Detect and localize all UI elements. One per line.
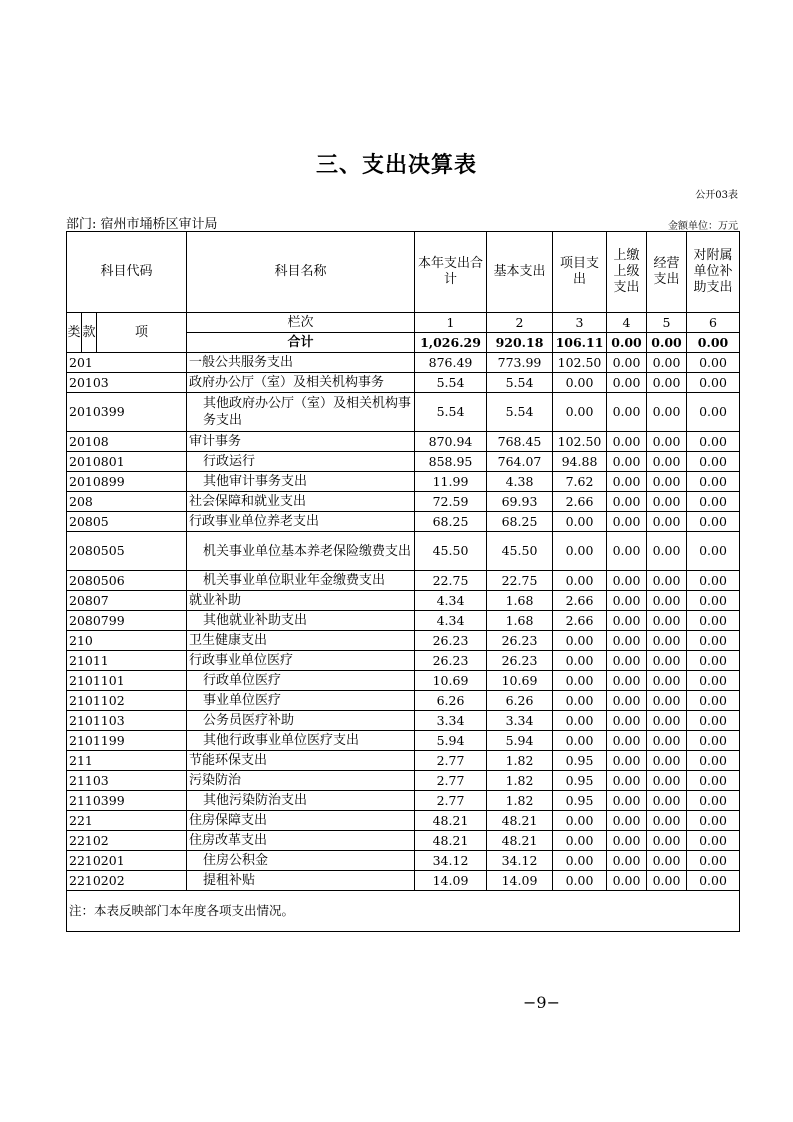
row-code: 2080506 (67, 571, 187, 591)
row-value: 3.34 (415, 711, 487, 731)
row-value: 1.82 (487, 751, 553, 771)
header-row (67, 232, 740, 313)
row-value: 0.00 (687, 751, 740, 771)
row-value: 0.95 (553, 771, 607, 791)
row-code: 211 (67, 751, 187, 771)
row-value: 0.00 (607, 651, 647, 671)
row-value: 0.00 (687, 492, 740, 512)
table-row (67, 532, 740, 571)
row-value: 0.00 (647, 671, 687, 691)
row-value: 26.23 (415, 651, 487, 671)
row-name: 机关事业单位职业年金缴费支出 (187, 571, 415, 591)
row-value: 72.59 (415, 492, 487, 512)
row-value: 5.94 (487, 731, 553, 751)
row-value: 4.34 (415, 611, 487, 631)
table-row (67, 432, 740, 452)
table-row (67, 452, 740, 472)
row-name: 行政事业单位养老支出 (187, 512, 415, 532)
row-value: 1.82 (487, 791, 553, 811)
row-value: 5.94 (415, 731, 487, 751)
row-value: 0.00 (647, 691, 687, 711)
col-index-6: 6 (687, 313, 740, 333)
table-row (67, 353, 740, 373)
row-code: 20103 (67, 373, 187, 393)
amount-unit: 金额单位：万元 (668, 221, 738, 232)
row-value: 5.54 (415, 393, 487, 432)
row-value: 0.00 (687, 671, 740, 691)
table-row (67, 871, 740, 891)
table-row (67, 671, 740, 691)
row-name: 节能环保支出 (187, 751, 415, 771)
table-note: 注：本表反映部门本年度各项支出情况。 (67, 891, 740, 932)
row-value: 0.00 (607, 811, 647, 831)
row-value: 0.00 (647, 393, 687, 432)
row-name: 审计事务 (187, 432, 415, 452)
row-name: 卫生健康支出 (187, 631, 415, 651)
row-code: 2210202 (67, 871, 187, 891)
row-value: 0.00 (687, 532, 740, 571)
row-value: 764.07 (487, 452, 553, 472)
row-value: 0.00 (687, 432, 740, 452)
row-value: 48.21 (487, 831, 553, 851)
row-value: 0.00 (553, 532, 607, 571)
table-body (67, 353, 740, 891)
row-value: 0.00 (607, 591, 647, 611)
row-value: 0.00 (553, 651, 607, 671)
row-name: 机关事业单位基本养老保险缴费支出 (187, 532, 415, 571)
row-value: 0.00 (647, 432, 687, 452)
row-value: 0.00 (607, 353, 647, 373)
row-value: 870.94 (415, 432, 487, 452)
header-lei: 类 (67, 313, 82, 353)
row-value: 0.00 (647, 492, 687, 512)
row-value: 0.00 (647, 472, 687, 492)
row-name: 住房公积金 (187, 851, 415, 871)
row-value: 768.45 (487, 432, 553, 452)
header-code: 科目代码 (67, 232, 187, 313)
table-row (67, 851, 740, 871)
row-value: 0.00 (687, 512, 740, 532)
row-code: 2010899 (67, 472, 187, 492)
column-index-row (67, 313, 740, 333)
row-name: 就业补助 (187, 591, 415, 611)
row-value: 0.00 (687, 711, 740, 731)
row-value: 0.00 (687, 591, 740, 611)
table-row (67, 791, 740, 811)
row-value: 5.54 (487, 393, 553, 432)
row-value: 0.00 (687, 771, 740, 791)
row-code: 2101103 (67, 711, 187, 731)
row-code: 2101101 (67, 671, 187, 691)
row-value: 6.26 (487, 691, 553, 711)
row-value: 0.00 (607, 373, 647, 393)
table-row (67, 811, 740, 831)
row-value: 10.69 (487, 671, 553, 691)
row-value: 0.00 (607, 711, 647, 731)
row-value: 0.00 (647, 512, 687, 532)
header-remit: 上缴上级支出 (607, 232, 647, 313)
row-name: 公务员医疗补助 (187, 711, 415, 731)
header-xiang: 项 (97, 313, 187, 353)
row-value: 0.00 (647, 871, 687, 891)
row-value: 0.00 (647, 631, 687, 651)
row-value: 26.23 (487, 651, 553, 671)
row-code: 2210201 (67, 851, 187, 871)
row-value: 22.75 (415, 571, 487, 591)
row-value: 0.00 (687, 691, 740, 711)
row-value: 0.00 (647, 591, 687, 611)
row-value: 0.00 (607, 671, 647, 691)
row-value: 0.00 (647, 532, 687, 571)
row-value: 0.00 (607, 492, 647, 512)
row-value: 0.00 (647, 452, 687, 472)
row-value: 773.99 (487, 353, 553, 373)
row-value: 0.00 (687, 851, 740, 871)
row-value: 0.00 (607, 831, 647, 851)
row-code: 201 (67, 353, 187, 373)
row-value: 0.00 (647, 771, 687, 791)
row-value: 34.12 (487, 851, 553, 871)
row-value: 1.68 (487, 611, 553, 631)
table-row (67, 751, 740, 771)
row-value: 2.77 (415, 771, 487, 791)
note-row (67, 891, 740, 932)
row-value: 0.95 (553, 791, 607, 811)
row-code: 2101102 (67, 691, 187, 711)
row-value: 11.99 (415, 472, 487, 492)
row-value: 2.66 (553, 591, 607, 611)
form-code: 公开03表 (695, 190, 738, 201)
col-index-4: 4 (607, 313, 647, 333)
col-index-2: 2 (487, 313, 553, 333)
table-row (67, 731, 740, 751)
row-name: 其他污染防治支出 (187, 791, 415, 811)
row-value: 0.00 (687, 811, 740, 831)
row-name: 其他政府办公厅（室）及相关机构事务支出 (187, 393, 415, 432)
total-value: 0.00 (607, 333, 647, 353)
expenditure-table (66, 231, 740, 932)
header-subsidy: 对附属单位补助支出 (687, 232, 740, 313)
row-value: 45.50 (415, 532, 487, 571)
row-value: 48.21 (415, 831, 487, 851)
row-value: 0.00 (647, 751, 687, 771)
row-code: 2110399 (67, 791, 187, 811)
row-code: 20807 (67, 591, 187, 611)
row-name: 社会保障和就业支出 (187, 492, 415, 512)
row-value: 0.00 (607, 452, 647, 472)
row-value: 102.50 (553, 432, 607, 452)
table-row (67, 611, 740, 631)
total-value: 0.00 (687, 333, 740, 353)
row-value: 0.00 (687, 571, 740, 591)
row-value: 0.00 (553, 831, 607, 851)
row-value: 5.54 (487, 373, 553, 393)
row-value: 0.00 (687, 871, 740, 891)
row-value: 0.00 (553, 571, 607, 591)
row-name: 一般公共服务支出 (187, 353, 415, 373)
row-value: 0.00 (687, 611, 740, 631)
table-row (67, 771, 740, 791)
row-name: 污染防治 (187, 771, 415, 791)
row-value: 68.25 (415, 512, 487, 532)
row-value: 14.09 (415, 871, 487, 891)
row-value: 0.00 (553, 393, 607, 432)
row-value: 0.00 (607, 851, 647, 871)
header-name: 科目名称 (187, 232, 415, 313)
row-value: 0.00 (607, 751, 647, 771)
row-code: 22102 (67, 831, 187, 851)
row-name: 住房改革支出 (187, 831, 415, 851)
row-value: 0.00 (607, 691, 647, 711)
row-name: 事业单位医疗 (187, 691, 415, 711)
table-row (67, 831, 740, 851)
row-value: 0.00 (607, 871, 647, 891)
row-value: 0.00 (607, 432, 647, 452)
row-value: 0.00 (647, 373, 687, 393)
row-name: 其他行政事业单位医疗支出 (187, 731, 415, 751)
header-project: 项目支出 (553, 232, 607, 313)
row-value: 22.75 (487, 571, 553, 591)
row-value: 0.00 (647, 571, 687, 591)
row-value: 0.00 (647, 791, 687, 811)
row-value: 34.12 (415, 851, 487, 871)
page-title: 三、支出决算表 (315, 153, 477, 178)
row-value: 48.21 (487, 811, 553, 831)
row-code: 2010801 (67, 452, 187, 472)
table-row (67, 571, 740, 591)
col-index-1: 1 (415, 313, 487, 333)
row-value: 0.00 (607, 731, 647, 751)
row-value: 3.34 (487, 711, 553, 731)
total-label: 合计 (187, 333, 415, 353)
row-value: 0.00 (647, 851, 687, 871)
row-value: 0.00 (607, 472, 647, 492)
row-value: 6.26 (415, 691, 487, 711)
row-value: 0.00 (607, 393, 647, 432)
row-value: 0.00 (607, 791, 647, 811)
row-value: 0.00 (687, 651, 740, 671)
table-row (67, 472, 740, 492)
row-value: 1.82 (487, 771, 553, 791)
row-value: 0.00 (553, 691, 607, 711)
table-row (67, 373, 740, 393)
row-code: 210 (67, 631, 187, 651)
row-value: 0.00 (647, 611, 687, 631)
row-value: 26.23 (487, 631, 553, 651)
table-row (67, 393, 740, 432)
row-name: 其他审计事务支出 (187, 472, 415, 492)
row-value: 26.23 (415, 631, 487, 651)
row-value: 0.00 (553, 811, 607, 831)
row-name: 其他就业补助支出 (187, 611, 415, 631)
row-code: 20108 (67, 432, 187, 452)
row-value: 0.00 (647, 811, 687, 831)
row-code: 2010399 (67, 393, 187, 432)
row-value: 68.25 (487, 512, 553, 532)
header-kuan: 款 (82, 313, 97, 353)
row-code: 2080505 (67, 532, 187, 571)
row-value: 14.09 (487, 871, 553, 891)
row-value: 0.00 (553, 851, 607, 871)
table-row (67, 711, 740, 731)
row-value: 0.00 (553, 671, 607, 691)
row-name: 行政单位医疗 (187, 671, 415, 691)
table-row (67, 492, 740, 512)
row-name: 行政运行 (187, 452, 415, 472)
table-row (67, 631, 740, 651)
col-index-5: 5 (647, 313, 687, 333)
table-row (67, 512, 740, 532)
row-code: 2101199 (67, 731, 187, 751)
row-value: 5.54 (415, 373, 487, 393)
total-value: 106.11 (553, 333, 607, 353)
row-value: 0.00 (647, 831, 687, 851)
table-row (67, 651, 740, 671)
header-operation: 经营支出 (647, 232, 687, 313)
row-code: 20805 (67, 512, 187, 532)
total-value: 0.00 (647, 333, 687, 353)
row-value: 0.00 (687, 452, 740, 472)
row-name: 提租补贴 (187, 871, 415, 891)
header-basic: 基本支出 (487, 232, 553, 313)
row-value: 0.00 (687, 631, 740, 651)
row-value: 0.00 (607, 512, 647, 532)
row-value: 0.00 (687, 353, 740, 373)
row-code: 21011 (67, 651, 187, 671)
row-value: 0.00 (687, 393, 740, 432)
row-value: 0.95 (553, 751, 607, 771)
row-value: 2.66 (553, 611, 607, 631)
row-value: 0.00 (607, 611, 647, 631)
row-value: 0.00 (607, 571, 647, 591)
row-value: 0.00 (687, 373, 740, 393)
row-value: 0.00 (607, 631, 647, 651)
row-code: 2080799 (67, 611, 187, 631)
row-value: 0.00 (687, 831, 740, 851)
row-value: 0.00 (647, 731, 687, 751)
row-value: 2.77 (415, 791, 487, 811)
row-value: 4.34 (415, 591, 487, 611)
row-code: 21103 (67, 771, 187, 791)
total-value: 920.18 (487, 333, 553, 353)
row-name: 政府办公厅（室）及相关机构事务 (187, 373, 415, 393)
header-total: 本年支出合计 (415, 232, 487, 313)
row-value: 69.93 (487, 492, 553, 512)
row-value: 0.00 (553, 731, 607, 751)
row-value: 48.21 (415, 811, 487, 831)
row-value: 0.00 (607, 532, 647, 571)
row-value: 0.00 (607, 771, 647, 791)
row-value: 94.88 (553, 452, 607, 472)
row-value: 0.00 (553, 512, 607, 532)
row-code: 208 (67, 492, 187, 512)
row-value: 45.50 (487, 532, 553, 571)
row-value: 876.49 (415, 353, 487, 373)
row-value: 0.00 (553, 711, 607, 731)
row-value: 0.00 (553, 373, 607, 393)
row-value: 0.00 (553, 631, 607, 651)
row-value: 858.95 (415, 452, 487, 472)
table-row (67, 691, 740, 711)
row-code: 221 (67, 811, 187, 831)
col-index-3: 3 (553, 313, 607, 333)
row-value: 2.77 (415, 751, 487, 771)
row-value: 0.00 (647, 651, 687, 671)
row-value: 0.00 (687, 472, 740, 492)
row-value: 7.62 (553, 472, 607, 492)
header-lanci: 栏次 (187, 313, 415, 333)
row-value: 10.69 (415, 671, 487, 691)
total-value: 1,026.29 (415, 333, 487, 353)
row-value: 0.00 (553, 871, 607, 891)
row-value: 2.66 (553, 492, 607, 512)
row-value: 1.68 (487, 591, 553, 611)
row-value: 0.00 (687, 731, 740, 751)
row-value: 0.00 (647, 711, 687, 731)
row-value: 0.00 (647, 353, 687, 373)
row-value: 102.50 (553, 353, 607, 373)
page-number: −9− (523, 993, 560, 1012)
row-name: 住房保障支出 (187, 811, 415, 831)
row-value: 4.38 (487, 472, 553, 492)
row-value: 0.00 (687, 791, 740, 811)
row-name: 行政事业单位医疗 (187, 651, 415, 671)
table-row (67, 591, 740, 611)
department-label: 部门: 宿州市埇桥区审计局 (66, 217, 218, 232)
